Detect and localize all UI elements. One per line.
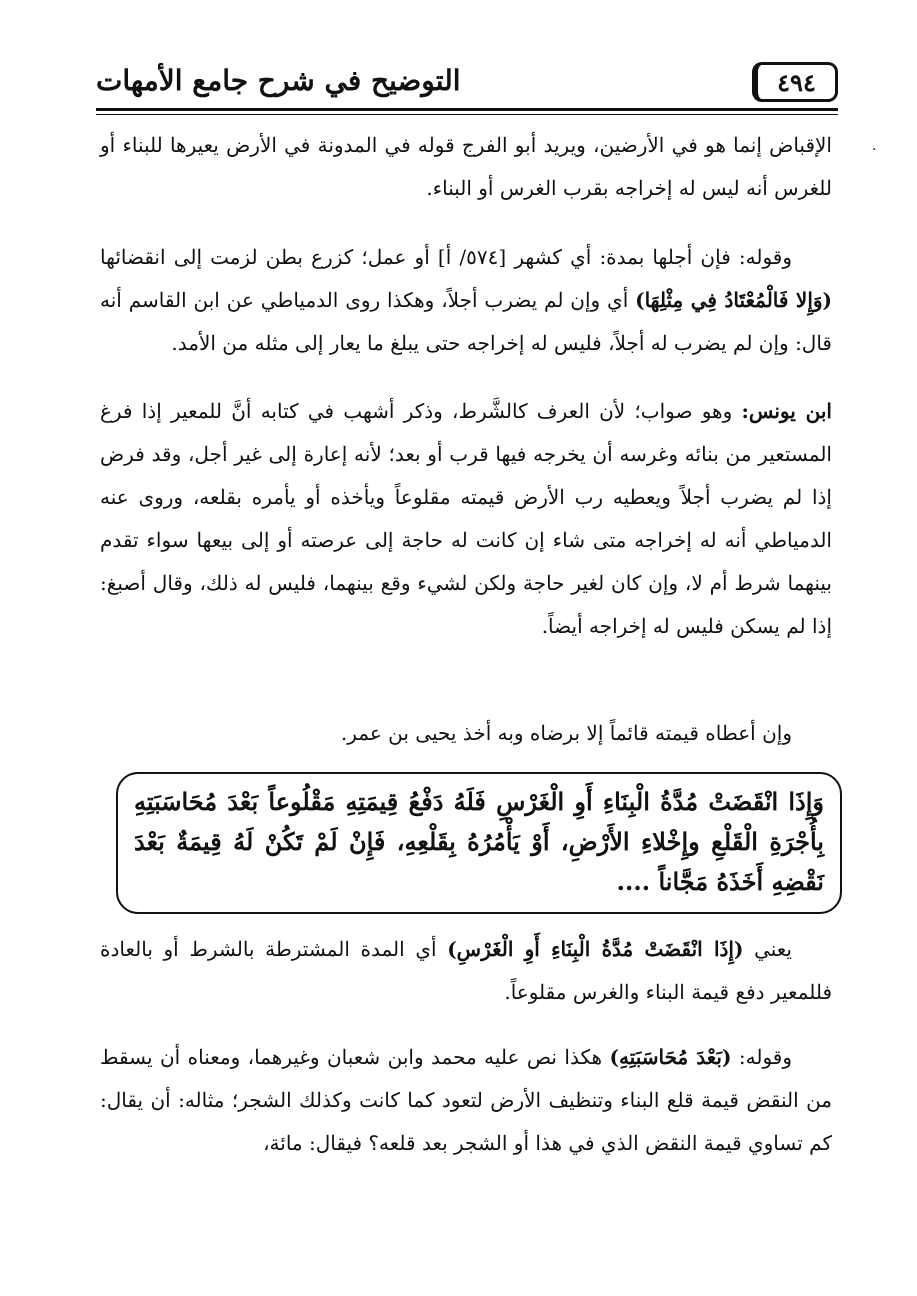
header-rule-thin	[96, 114, 838, 115]
book-title: التوضيح في شرح جامع الأمهات	[96, 64, 461, 97]
page-number-box	[752, 62, 838, 102]
paragraph-5-rest: أي المدة المشترطة بالشرط أو بالعادة فللمعير دفع قيمة البناء والغرس مقلوعاً.	[100, 937, 832, 1004]
paragraph-1	[100, 124, 832, 210]
page-header	[96, 58, 838, 112]
paragraph-6-intro: وقوله:	[731, 1045, 792, 1069]
paragraph-6-rest: هكذا نص عليه محمد وابن شعبان وغيرهما، ومعناه أن يسقط من النقض قيمة قلع البناء وتنظيف الأرض لتعود كما كانت وكذلك الشجر؛ مثاله: أن يقال: كم تساوي قيمة النقض الذي في هذا أو الشجر بعد قلعه؟ فيقال: مائة،	[100, 1045, 832, 1155]
paragraph-2-intro: وقوله: فإن أجلها بمدة: أي كشهر [٥٧٤/ أ] أو عمل؛ كزرع بطن لزمت إلى انقضائها	[100, 245, 793, 269]
paragraph-4-text: وإن أعطاه قيمته قائماً إلا برضاه وبه أخذ يحيى بن عمر.	[340, 721, 792, 745]
paragraph-4	[100, 712, 832, 755]
paragraph-2-quote: (وَإِلا فَالْمُعْتَادُ فِي مِثْلِهَا)	[635, 288, 832, 312]
paragraph-1-text: الإقباض إنما هو في الأرضين، ويريد أبو الفرج قوله في المدونة في الأرض يعيرها للبناء أو للغرس أنه ليس له إخراجه بقرب الغرس أو البناء.	[100, 133, 832, 200]
paragraph-3-text	[100, 390, 832, 648]
matn-box	[116, 772, 842, 914]
paragraph-6	[100, 1036, 832, 1165]
paragraph-5	[100, 928, 832, 1014]
page-number: ٤٩٤	[777, 67, 816, 97]
header-rule	[96, 108, 838, 111]
paragraph-3	[100, 390, 832, 648]
paragraph-5-intro: يعني	[743, 937, 792, 961]
paragraph-2	[100, 236, 832, 365]
paragraph-5-quote: (إِذَا انْقَضَتْ مُدَّةُ الْبِنَاءِ أَوِ الْغَرْسِ)	[447, 937, 744, 961]
margin-dot: ·	[872, 142, 877, 158]
paragraph-2-text	[100, 236, 832, 365]
paragraph-6-quote: (بَعْدَ مُحَاسَبَتِهِ)	[609, 1045, 732, 1069]
paragraph-3-rest: وهو صواب؛ لأن العرف كالشَّرط، وذكر أشهب في كتابه أنَّ للمعير إذا فرغ المستعير من بنائه وغرسه أن يخرجه فيها قرب أو بعد؛ لأنه إعارة إلى غير أجل، وقد فرض إذا لم يضرب أجلاً ويعطيه رب الأرض قيمته مقلوعاً ويأخذه أو يأمره بقلعه، وروى عنه الدمياطي أنه له إخراجه متى شاء إن كانت له حاجة إلى عرصته أو إلى بيعها سواء تقدم بينهما شرط أم لا، وإن كان لغير حاجة ولكن لشيء وقع بينهما، فليس له ذلك، وقال أصبغ: إذا لم يسكن فليس له إخراجه أيضاً.	[100, 399, 832, 638]
paragraph-2-rest: أي وإن لم يضرب أجلاً، وهكذا روى الدمياطي عن ابن القاسم أنه قال: وإن لم يضرب له أجلاً، فليس له إخراجه حتى يبلغ ما يعار إلى مثله من الأمد.	[100, 288, 832, 355]
paragraph-5-text	[100, 928, 832, 1014]
paragraph-6-text	[100, 1036, 832, 1165]
paragraph-3-author: ابن يونس:	[741, 399, 832, 423]
matn-text: وَإِذَا انْقَضَتْ مُدَّةُ الْبِنَاءِ أَوِ الْغَرْسِ فَلَهُ دَفْعُ قِيمَتِهِ مَقْلُوعاً بَعْدَ مُحَاسَبَتِهِ بِأُجْرَةِ الْقَلْعِ وإِخْلاءِ الأَرْضِ، أَوْ يَأْمُرُهُ بِقَلْعِهِ، فَإِنْ لَمْ تَكُنْ لَهُ قِيمَةٌ بَعْدَ نَقْضِهِ أَخَذَهُ مَجَّاناً ....	[134, 787, 824, 896]
